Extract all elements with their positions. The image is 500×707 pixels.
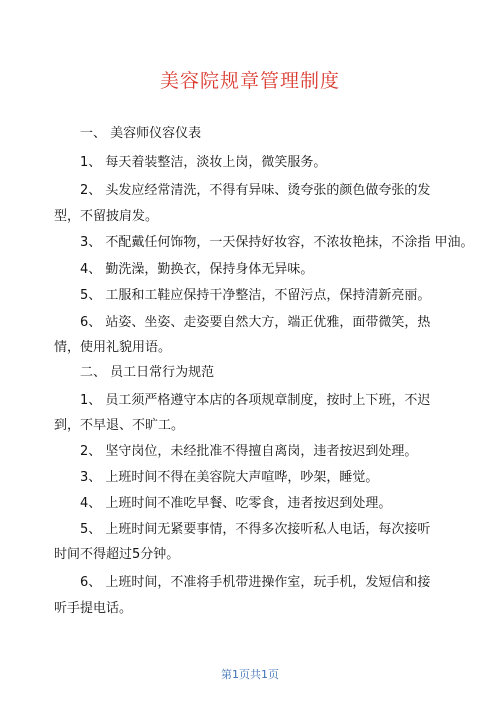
paragraph-line: 1、 员工须严格遵守本店的各项规章制度，按时上下班，不迟 bbox=[80, 393, 431, 408]
paragraph-line: 2、 头发应经常清洗，不得有异味、烫夸张的颜色做夸张的发 bbox=[80, 183, 431, 198]
paragraph-line: 情，使用礼貌用语。 bbox=[54, 340, 172, 355]
paragraph-line: 型，不留披肩发。 bbox=[54, 209, 159, 224]
paragraph-line: 5、 工服和工鞋应保持干净整洁，不留污点，保持清新亮丽。 bbox=[80, 288, 431, 303]
section-heading: 二、 员工日常行为规范 bbox=[80, 365, 215, 380]
paragraph-line: 6、 上班时间，不准将手机带进操作室，玩手机，发短信和接 bbox=[80, 575, 431, 590]
paragraph-line: 到，不早退、不旷工。 bbox=[54, 418, 185, 433]
paragraph-line: 3、 不配戴任何饰物，一天保持好妆容，不浓妆艳抹，不涂指 甲油。 bbox=[80, 235, 474, 250]
paragraph-line: 听手提电话。 bbox=[54, 601, 133, 616]
paragraph-line: 1、 每天着装整洁，淡妆上岗，微笑服务。 bbox=[80, 155, 327, 170]
paragraph-line: 4、 勤洗澡，勤换衣，保持身体无异味。 bbox=[80, 262, 314, 277]
paragraph-line: 4、 上班时间不准吃早餐、吃零食，违者按迟到处理。 bbox=[80, 496, 392, 511]
paragraph-line: 5、 上班时间无紧要事情，不得多次接听私人电话，每次接听 bbox=[80, 522, 431, 537]
paragraph-line: 6、 站姿、坐姿、走姿要自然大方，端正优雅，面带微笑，热 bbox=[80, 315, 431, 330]
section-heading: 一、 美容师仪容仪表 bbox=[80, 126, 202, 141]
paragraph-line: 2、 坚守岗位，未经批准不得擅自离岗，违者按迟到处理。 bbox=[80, 444, 418, 459]
paragraph-line: 时间不得超过5分钟。 bbox=[54, 547, 180, 562]
paragraph-line: 3、 上班时间不得在美容院大声喧哗，吵架，睡觉。 bbox=[80, 470, 379, 485]
page-title: 美容院规章管理制度 bbox=[159, 70, 340, 92]
page-indicator: 第1页共1页 bbox=[221, 668, 279, 681]
